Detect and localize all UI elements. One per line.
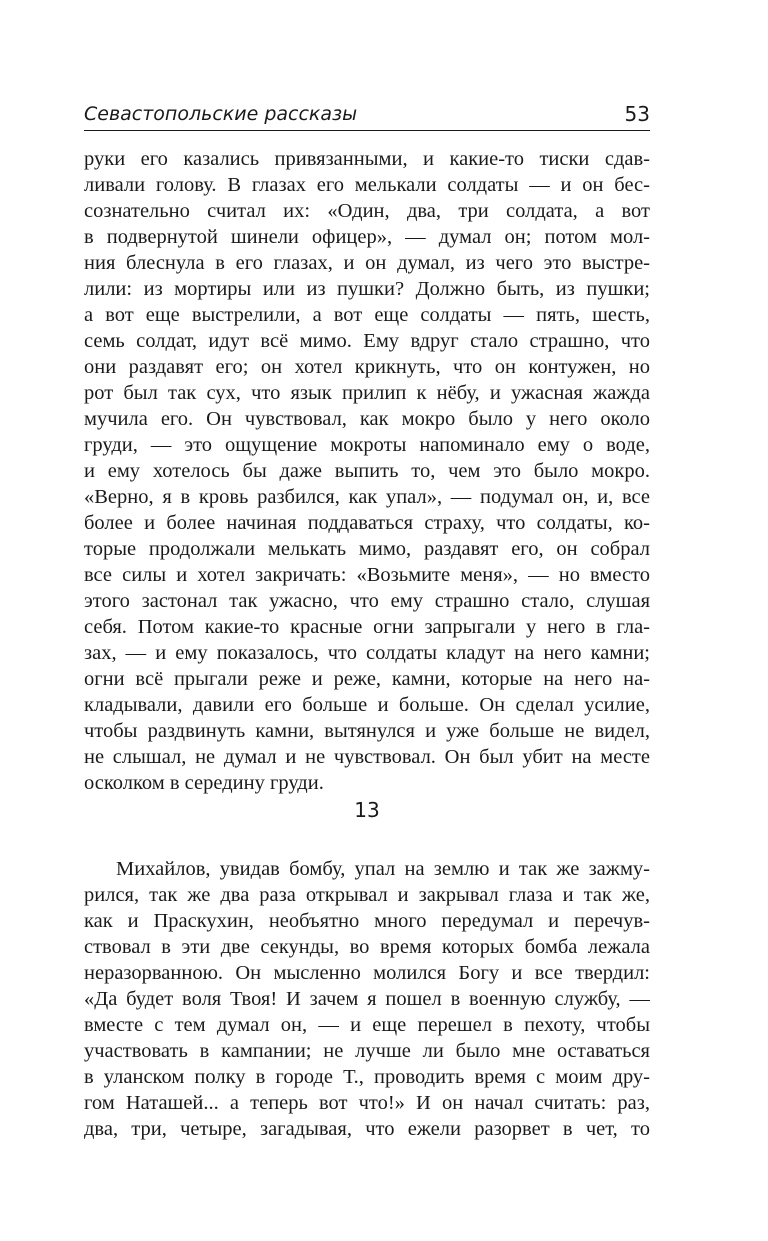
text-line: сознательно считал их: «Один, два, три солдата, а вот xyxy=(84,200,650,222)
text-line: семь солдат, идут всё мимо. Ему вдруг стало страшно, что xyxy=(84,330,650,352)
text-line: все силы и хотел закричать: «Возьмите меня», — но вместо xyxy=(84,564,650,586)
text-line: более и более начиная поддаваться страху, что солдаты, ко- xyxy=(84,512,650,534)
text-line: этого застонал так ужасно, что ему страшно стало, слушая xyxy=(84,590,650,612)
text-line: груди, — это ощущение мокроты напоминало ему о воде, xyxy=(84,434,650,456)
text-line: руки его казались привязанными, и какие-то тиски сдав- xyxy=(84,148,650,170)
paragraph-2 xyxy=(84,856,650,1142)
book-title: Севастопольские рассказы xyxy=(84,103,358,125)
text-line: они раздавят его; он хотел крикнуть, что он контужен, но xyxy=(84,356,650,378)
text-line: гом Наташей... а теперь вот что!» И он начал считать: раз, xyxy=(84,1092,650,1114)
text-line: огни всё прыгали реже и реже, камни, которые на него на- xyxy=(84,668,650,690)
text-line: кладывали, давили его больше и больше. Он сделал усилие, xyxy=(84,694,650,716)
text-line: лили: из мортиры или из пушки? Должно быть, из пушки; xyxy=(84,278,650,300)
text-line: неразорванною. Он мысленно молился Богу и все твердил: xyxy=(84,962,650,984)
text-line: рот был так сух, что язык прилип к нёбу, и ужасная жажда xyxy=(84,382,650,404)
text-line: зах, — и ему показалось, что солдаты кладут на него камни; xyxy=(84,642,650,664)
running-header xyxy=(84,94,650,131)
text-line: не слышал, не думал и не чувствовал. Он был убит на месте xyxy=(84,746,650,768)
text-line: себя. Потом какие-то красные огни запрыгали у него в гла- xyxy=(84,616,650,638)
text-line: «Да будет воля Твоя! И зачем я пошел в военную службу, — xyxy=(84,988,650,1010)
text-line: осколком в середину груди. xyxy=(84,772,324,794)
page-number: 53 xyxy=(624,102,650,126)
text-line: в уланском полку в городе Т., проводить время с моим дру- xyxy=(84,1066,650,1088)
text-line: ния блеснула в его глазах, и он думал, из чего это выстре- xyxy=(84,252,650,274)
text-line: ствовал в эти две секунды, во время которых бомба лежала xyxy=(84,936,650,958)
text-line: чтобы раздвинуть камни, вытянулся и уже больше не видел, xyxy=(84,720,650,742)
text-line: мучила его. Он чувствовал, как мокро было у него около xyxy=(84,408,650,430)
text-line: как и Праскухин, необъятно много передумал и перечув- xyxy=(84,910,650,932)
text-line: два, три, четыре, загадывая, что ежели разорвет в чет, то xyxy=(84,1118,650,1140)
text-line: ливали голову. В глазах его мелькали солдаты — и он бес- xyxy=(84,174,650,196)
text-line: участвовать в кампании; не лучше ли было мне оставаться xyxy=(84,1040,650,1062)
text-line: рился, так же два раза открывал и закрывал глаза и так же, xyxy=(84,884,650,906)
text-line: и ему хотелось бы даже выпить то, чем это было мокро. xyxy=(84,460,650,482)
chapter-number: 13 xyxy=(354,798,380,822)
text-line: торые продолжали мелькать мимо, раздавят его, он собрал xyxy=(84,538,650,560)
text-line: а вот еще выстрелили, а вот еще солдаты — пять, шесть, xyxy=(84,304,650,326)
text-line: «Верно, я в кровь разбился, как упал», — подумал он, и, все xyxy=(84,486,650,508)
text-line: вместе с тем думал он, — и еще перешел в пехоту, чтобы xyxy=(84,1014,650,1036)
text-line: в подвернутой шинели офицер», — думал он; потом мол- xyxy=(84,226,650,248)
paragraph-1 xyxy=(84,146,650,796)
text-line: Михайлов, увидав бомбу, упал на землю и так же зажму- xyxy=(116,858,650,880)
